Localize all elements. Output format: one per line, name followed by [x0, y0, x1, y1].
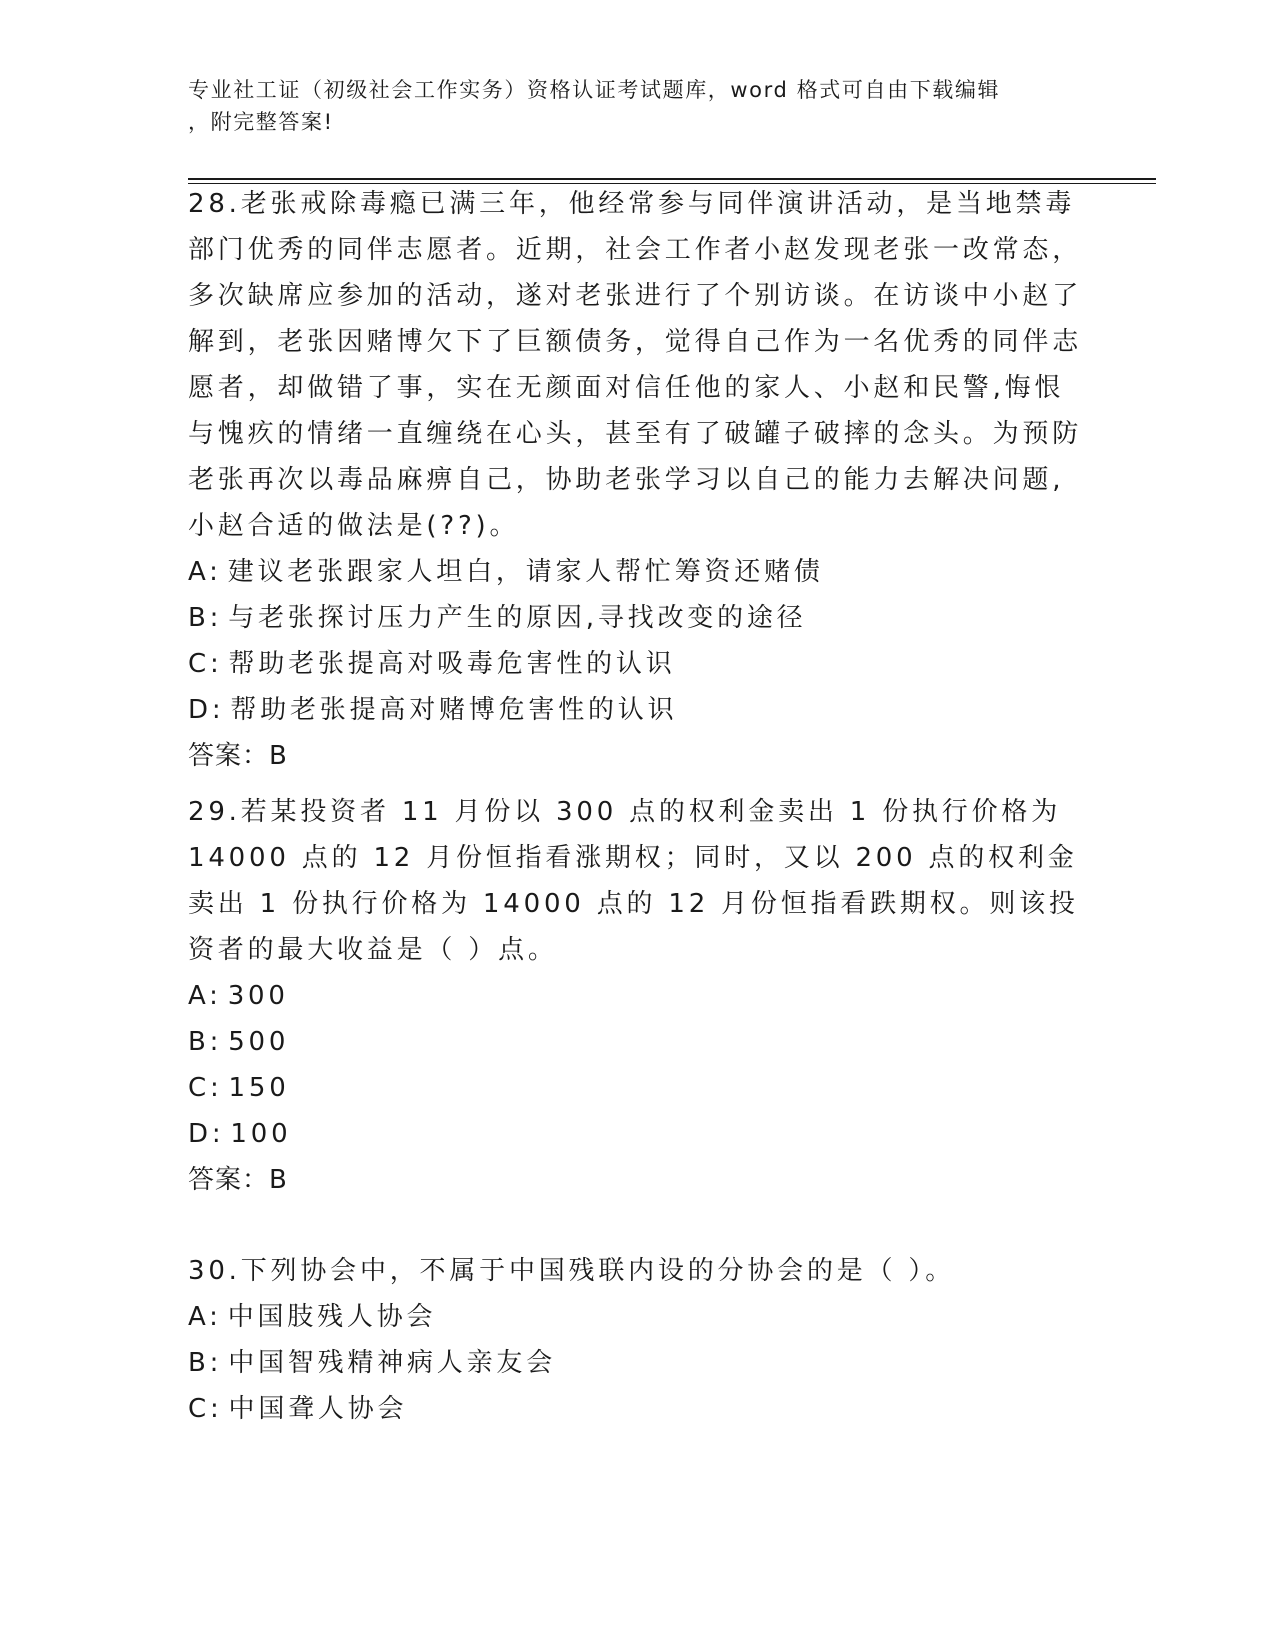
option-c: [188, 641, 1088, 687]
option-key: B:: [188, 603, 223, 633]
answer: 答案：B: [188, 741, 288, 771]
option-text: 建议老张跟家人坦白，请家人帮忙筹资还赌债: [227, 557, 824, 587]
option-text: 帮助老张提高对赌博危害性的认识: [230, 695, 678, 725]
option-b: [188, 595, 1088, 641]
option-key: D:: [188, 695, 225, 725]
option-b: [188, 1019, 1088, 1065]
question-30: [188, 1248, 1088, 1432]
option-key: A:: [188, 981, 222, 1011]
option-a: [188, 1294, 1088, 1340]
option-b: [188, 1340, 1088, 1386]
option-d: [188, 687, 1088, 733]
option-a: [188, 549, 1088, 595]
option-c: [188, 1386, 1088, 1432]
document-header: [188, 74, 1088, 138]
question-28: [188, 181, 1088, 779]
header-title-line2: ，附完整答案!: [188, 110, 334, 134]
option-key: C:: [188, 649, 223, 679]
answer: 答案：B: [188, 1165, 288, 1195]
option-text: 300: [227, 981, 289, 1011]
option-key: D:: [188, 1119, 225, 1149]
question-text: 28.老张戒除毒瘾已满三年，他经常参与同伴演讲活动，是当地禁毒部门优秀的同伴志愿者。近期，社会工作者小赵发现老张一改常态，多次缺席应参加的活动，遂对老张进行了个别访谈。在访谈中小赵了解到，老张因赌博欠下了巨额债务，觉得自己作为一名优秀的同伴志愿者，却做错了事，实在无颜面对信任他的家人、小赵和民警,悔恨与愧疚的情绪一直缠绕在心头，甚至有了破罐子破摔的念头。为预防老张再次以毒品麻痹自己，协助老张学习以自己的能力去解决问题,小赵合适的做法是(??)。: [188, 189, 1083, 541]
option-c: [188, 1065, 1088, 1111]
option-text: 中国聋人协会: [228, 1394, 408, 1424]
option-text: 帮助老张提高对吸毒危害性的认识: [228, 649, 676, 679]
option-text: 100: [230, 1119, 292, 1149]
header-divider-thick: [188, 178, 1156, 180]
option-text: 中国智残精神病人亲友会: [228, 1348, 557, 1378]
option-a: [188, 973, 1088, 1019]
option-key: A:: [188, 1302, 222, 1332]
option-text: 150: [228, 1073, 290, 1103]
question-29: [188, 789, 1088, 1203]
option-text: 500: [228, 1027, 290, 1057]
header-title-line1: 专业社工证（初级社会工作实务）资格认证考试题库，word 格式可自由下载编辑: [188, 78, 1001, 102]
option-d: [188, 1111, 1088, 1157]
question-text: 30.下列协会中，不属于中国残联内设的分协会的是（ ）。: [188, 1256, 956, 1286]
option-text: 中国肢残人协会: [227, 1302, 437, 1332]
option-key: A:: [188, 557, 222, 587]
question-text: 29.若某投资者 11 月份以 300 点的权利金卖出 1 份执行价格为 14000 点的 12 月份恒指看涨期权；同时，又以 200 点的权利金卖出 1 份执行价格为 14000 点的 12 月份恒指看跌期权。则该投资者的最大收益是（ ）点。: [188, 797, 1079, 965]
option-key: B:: [188, 1348, 223, 1378]
option-key: B:: [188, 1027, 223, 1057]
option-key: C:: [188, 1073, 223, 1103]
option-key: C:: [188, 1394, 223, 1424]
option-text: 与老张探讨压力产生的原因,寻找改变的途径: [228, 603, 807, 633]
